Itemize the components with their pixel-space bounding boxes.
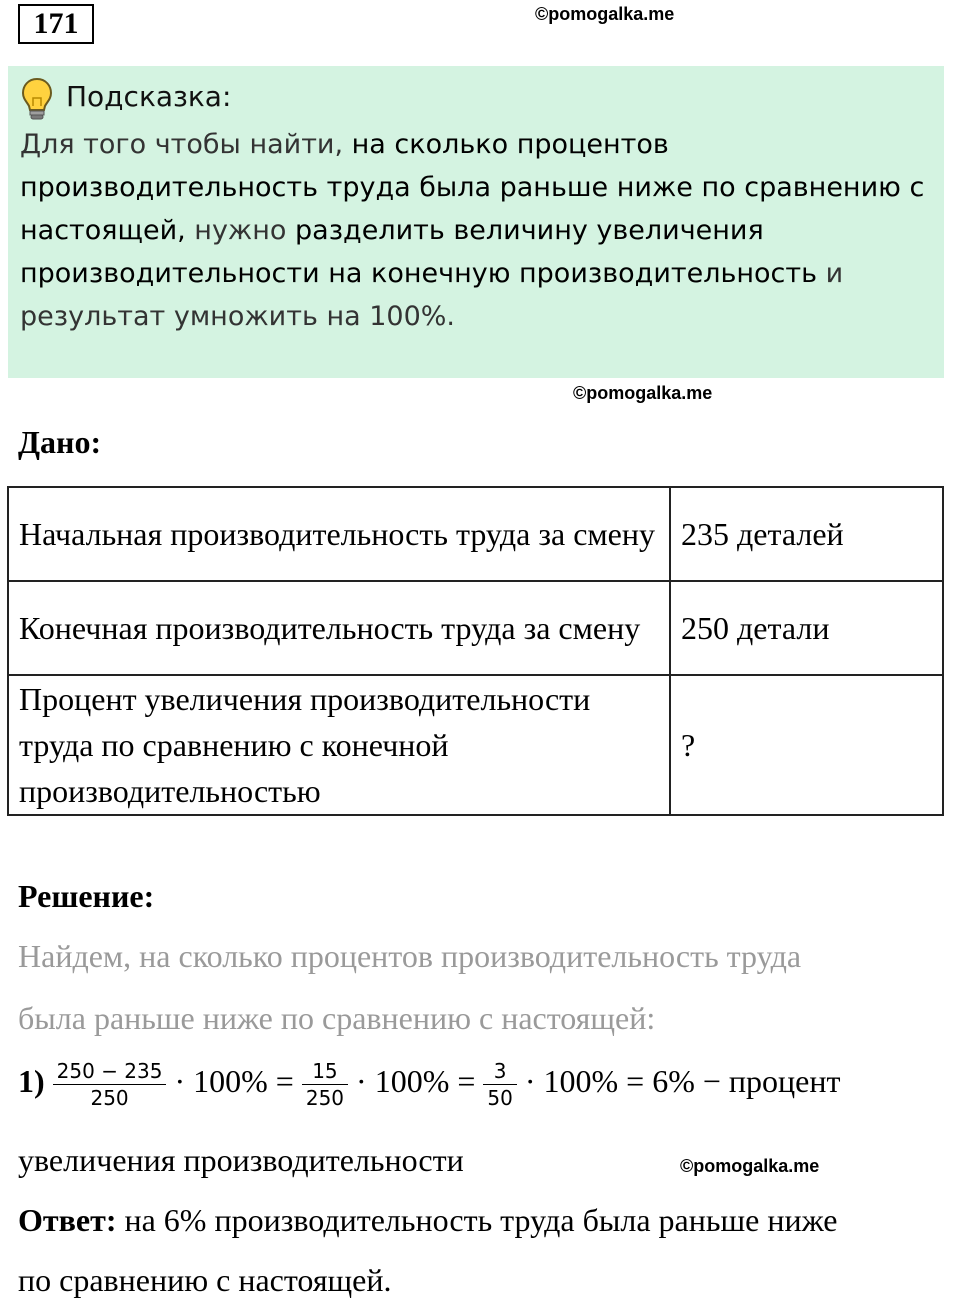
answer-label: Ответ: — [18, 1202, 117, 1238]
step-label: 1) — [18, 1062, 45, 1099]
table-row — [8, 581, 943, 675]
given-table — [7, 486, 944, 816]
given-heading: Дано: — [18, 424, 102, 460]
hint-title: Подсказка: — [66, 80, 232, 113]
answer-line-1: Ответ: на 6% производительность труда была раньше ниже — [18, 1202, 838, 1238]
watermark-bottom: ©pomogalka.me — [680, 1156, 820, 1176]
watermark-top: ©pomogalka.me — [535, 4, 675, 24]
fraction-3: $\frac{3}{50}$ — [483, 1058, 516, 1111]
solution-intro-line-1: Найдем, на сколько процентов производительность труда — [18, 938, 802, 974]
hint-text: Для того чтобы найти, на сколько процентов производительность труда была раньше ниже по сравнению с настоящей, нужно разделить величину увеличения производительности на конечную производительность и результат умножить на 100%. — [20, 129, 925, 332]
table-row — [8, 675, 943, 815]
hint-emphasis-2: разделить величину увеличения производительности на конечную производительность — [20, 215, 818, 289]
given-value: 235 деталей — [670, 487, 943, 581]
hint-emphasis-1: на сколько процентов производительность труда была раньше ниже по сравнению с настоящей, — [20, 129, 925, 246]
solution-step-1: 1) $\frac{250 - 235}{250}$ · 100% = $\frac{15}{250}$ · 100% = $\frac{3}{50}$ · 100% = 6% − процент — [18, 1059, 841, 1110]
given-label: Начальная производительность труда за смену — [8, 487, 670, 581]
problem-number: 171 — [18, 4, 94, 44]
fraction-1: $\frac{250 - 235}{250}$ — [53, 1058, 167, 1111]
answer-line-2: по сравнению с настоящей. — [18, 1262, 392, 1298]
watermark-middle: ©pomogalka.me — [573, 383, 713, 403]
given-value: ? — [670, 675, 943, 815]
hint-box — [8, 66, 944, 378]
solution-continuation: увеличения производительности — [18, 1142, 464, 1178]
given-label: Процент увеличения производительности труда по сравнению с конечной производительностью — [8, 675, 670, 815]
given-label: Конечная производительность труда за смену — [8, 581, 670, 675]
solution-heading: Решение: — [18, 878, 155, 914]
solution-intro-line-2: была раньше ниже по сравнению с настоящей: — [18, 1000, 656, 1036]
given-value: 250 детали — [670, 581, 943, 675]
table-row — [8, 487, 943, 581]
fraction-2: $\frac{15}{250}$ — [302, 1058, 348, 1111]
lightbulb-icon — [20, 76, 54, 122]
